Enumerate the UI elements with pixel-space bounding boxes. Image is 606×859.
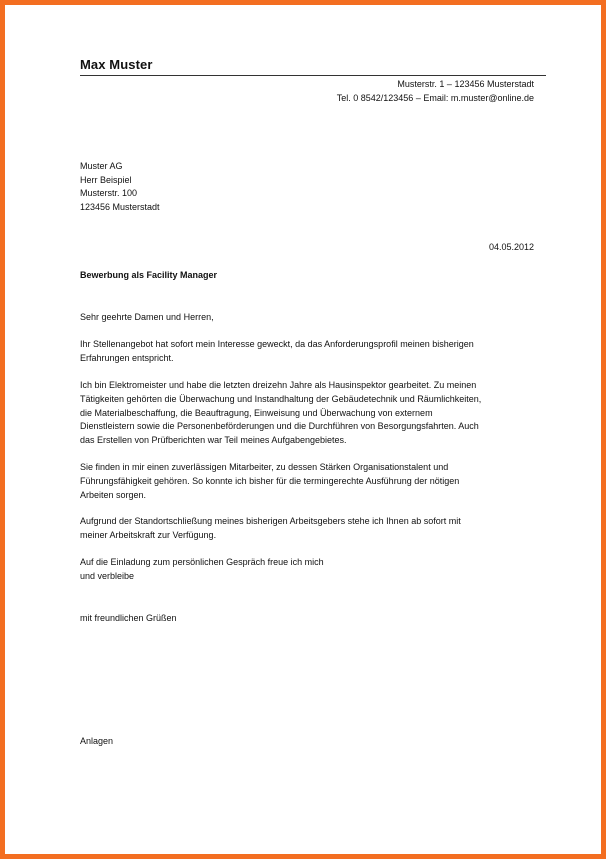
paragraph-line: das Erstellen von Prüfberichten war Teil meines Aufgabengebietes. [80,435,347,446]
paragraph-invitation [80,556,550,584]
paragraph-line: Aufgrund der Standortschließung meines bisherigen Arbeitsgebers stehe ich Ihnen ab sofort mit [80,516,461,526]
salutation: Sehr geehrte Damen und Herren, [80,312,214,322]
header-divider [80,75,546,76]
recipient-address [80,160,160,214]
sender-contact-block [337,77,534,105]
paragraph-line: Ich bin Elektromeister und habe die letzten dreizehn Jahre als Hausinspektor gearbeitet. Zu meinen [80,380,477,390]
paragraph-experience [80,379,550,448]
paragraph-strengths [80,461,550,502]
sender-phone-email: Tel. 0 8542/123456 – Email: m.muster@online.de [336,93,534,103]
paragraph-line: Arbeiten sorgen. [80,489,147,500]
paragraph-line: Erfahrungen entspricht. [80,352,174,363]
paragraph-line: Dienstleistern sowie die Personenbeförderungen und die Durchführen von Besorgungsfahrten. Auch [80,421,479,432]
paragraph-availability [80,515,550,543]
recipient-city: 123456 Musterstadt [80,201,160,212]
paragraph-interest [80,338,550,366]
recipient-street: Musterstr. 100 [80,188,138,198]
letter-date: 04.05.2012 [488,242,534,252]
sender-address: Musterstr. 1 – 123456 Musterstadt [397,79,534,89]
sender-name: Max Muster [80,57,153,72]
recipient-company: Muster AG [80,161,123,171]
paragraph-line: die Materialbeschaffung, die Beauftragung, Einweisung und Überwachung von externem [80,407,433,418]
enclosures: Anlagen [80,736,114,746]
paragraph-line: Auf die Einladung zum persönlichen Gespräch freue ich mich [80,557,324,567]
paragraph-line: Tätigkeiten gehörten die Überwachung und Instandhaltung der Gebäudetechnik und Räumlichkeiten, [80,393,482,404]
paragraph-line: Sie finden in mir einen zuverlässigen Mitarbeiter, zu dessen Stärken Organisationstalent und [80,462,449,472]
paragraph-line: Ihr Stellenangebot hat sofort mein Interesse geweckt, da das Anforderungsprofil meinen bisherigen [80,339,474,349]
paragraph-line: Führungsfähigkeit gehören. So konnte ich bisher für die termingerechte Ausführung der nötigen [80,475,460,486]
paragraph-line: meiner Arbeitskraft zur Verfügung. [80,529,217,540]
letter-subject: Bewerbung als Facility Manager [80,270,218,280]
closing: mit freundlichen Grüßen [80,613,177,623]
paragraph-line: und verbleibe [80,570,135,581]
recipient-person: Herr Beispiel [80,174,132,185]
